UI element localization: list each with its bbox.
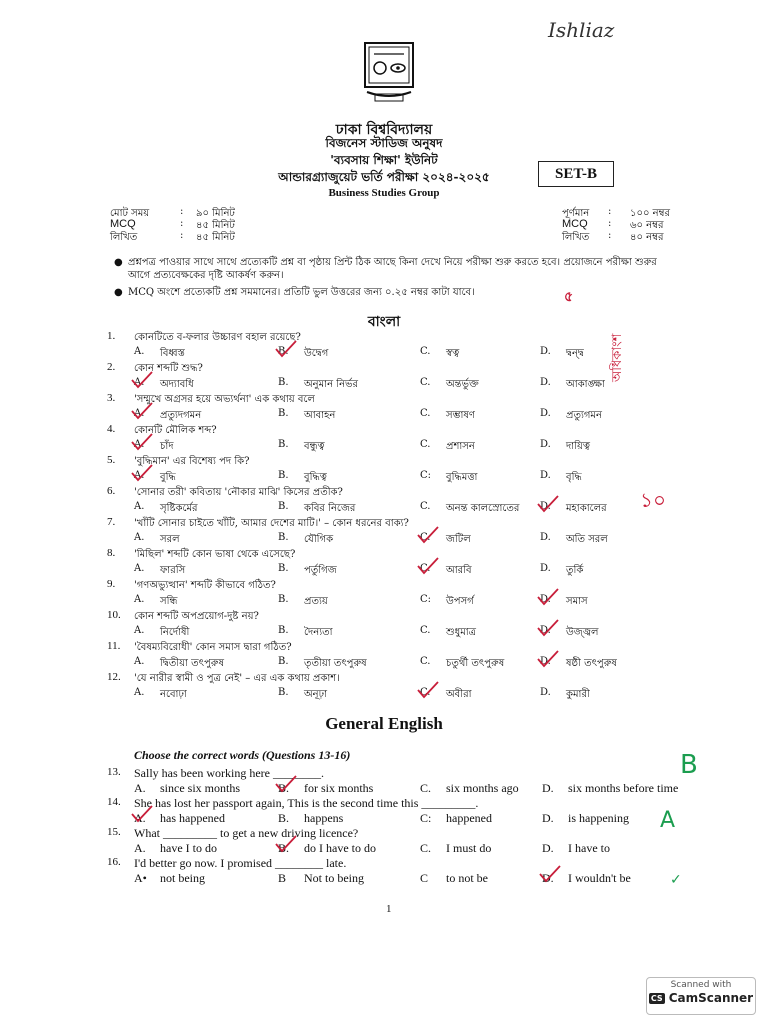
option-text: তৃতীয়া তৎপুরুষ: [304, 657, 367, 669]
question-text: 'সম্মুখে অগ্রসর হয়ে অভ্যর্থনা' এক কথায় বলে: [134, 394, 315, 405]
question-text: She has lost her passport again, This is the second time this _________.: [134, 796, 479, 810]
meta-sep: :: [608, 206, 612, 217]
meta-sep: :: [608, 230, 612, 241]
question-number: 2.: [107, 361, 116, 373]
meta-value: ৪০ নম্বর: [630, 232, 664, 243]
option-text: সমাস: [566, 595, 588, 607]
meta-row: [562, 218, 670, 230]
option-text: কুমারী: [566, 688, 590, 700]
option-letter: A.: [134, 686, 145, 698]
question-number: 14.: [107, 796, 121, 808]
meta-row: [562, 206, 670, 218]
meta-label: লিখিত: [110, 232, 138, 243]
option-letter: C.: [420, 376, 431, 388]
question-number: 1.: [107, 330, 116, 342]
question-number: 4.: [107, 423, 116, 435]
option-text: Not to being: [304, 871, 364, 885]
meta-value: ১০০ নম্বর: [630, 208, 671, 219]
question-number: 13.: [107, 766, 121, 778]
option-letter: C.: [420, 781, 432, 795]
handwritten-signature: Ishliaz: [548, 18, 615, 42]
option-letter: B.: [278, 376, 289, 388]
university-name: ঢাকা বিশ্ববিদ্যালয়: [335, 122, 433, 138]
meta-value: ৪৫ মিনিট: [196, 232, 235, 243]
question-text: কোনটি মৌলিক শব্দ?: [134, 425, 217, 436]
option-text: to not be: [446, 871, 488, 885]
option-letter: D.: [540, 531, 551, 543]
option-text: দ্বন্দ্ব: [566, 347, 584, 359]
answer-tick-icon: [274, 835, 298, 853]
option-text: বুদ্ধিত্ব: [304, 471, 327, 483]
option-text: I have to: [568, 841, 610, 855]
option-letter: A•: [134, 871, 147, 885]
option-letter: C.: [420, 500, 431, 512]
scanner-line1: Scanned with: [670, 980, 732, 990]
option-text: I must do: [446, 841, 492, 855]
option-letter: D.: [542, 781, 554, 795]
question-number: 3.: [107, 392, 116, 404]
option-letter: A.: [134, 841, 146, 855]
meta-row: [110, 230, 235, 242]
meta-row: [110, 218, 235, 230]
option-letter: C.: [420, 438, 431, 450]
meta-sep: :: [180, 218, 184, 229]
question-text: 'মিছিল' শব্দটি কোন ভাষা থেকে এসেছে?: [134, 549, 296, 560]
option-text: অন্তর্ভুক্ত: [446, 378, 479, 390]
option-letter: D.: [540, 655, 551, 667]
answer-tick-icon: [274, 340, 298, 358]
option-text: for six months: [304, 781, 374, 795]
option-text: নির্দোষী: [160, 626, 190, 638]
option-letter: B.: [278, 686, 289, 698]
option-text: has happened: [160, 811, 225, 825]
meta-label: লিখিত: [562, 232, 590, 243]
meta-sep: :: [608, 218, 612, 229]
option-letter: D.: [542, 811, 554, 825]
page-number: 1: [386, 903, 392, 915]
option-letter: D.: [540, 345, 551, 357]
option-letter: D.: [540, 469, 551, 481]
question-text: কোন শব্দটি অপপ্রয়োগ-দুষ্ট নয়?: [134, 611, 259, 622]
option-letter: D.: [542, 841, 554, 855]
option-letter: A.: [134, 469, 145, 481]
option-letter: C:: [420, 811, 432, 825]
option-text: অতি সরল: [566, 533, 608, 545]
meta-value: ৪৫ মিনিট: [196, 220, 235, 231]
option-letter: A.: [134, 531, 145, 543]
option-letter: C.: [420, 562, 431, 574]
option-text: since six months: [160, 781, 240, 795]
meta-right: [562, 206, 670, 242]
answer-tick-icon: [536, 495, 560, 513]
option-letter: C.: [420, 686, 431, 698]
option-text: is happening: [568, 811, 629, 825]
option-letter: C.: [420, 624, 431, 636]
question-text: 'খাঁটি সোনার চাইতে খাঁটি, আমার দেশের মাটি।' – কোন ধরনের বাক্য?: [134, 518, 409, 529]
faculty-name: বিজনেস স্টাডিজ অনুষদ: [325, 136, 443, 150]
option-text: প্রত্যুদগমন: [160, 409, 202, 421]
answer-tick-icon: [130, 433, 154, 451]
option-text: নবোঢ়া: [160, 688, 187, 700]
option-text: অদ্যাবধি: [160, 378, 194, 390]
option-letter: A.: [134, 500, 145, 512]
option-letter: A.: [134, 781, 146, 795]
group-name: Business Studies Group: [328, 187, 440, 199]
english-section-title: General English: [325, 714, 443, 733]
question-text: I'd better go now. I promised ________ late.: [134, 856, 347, 870]
camscanner-logo-icon: CS: [650, 993, 663, 1003]
question-number: 15.: [107, 826, 121, 838]
option-text: কবির নিজের: [304, 502, 356, 514]
green-tick-mark: ✓: [670, 872, 682, 888]
option-letter: B.: [278, 593, 289, 605]
question-text: What _________ to get a new driving licence?: [134, 826, 359, 840]
option-letter: C:: [420, 593, 432, 605]
option-text: অনূঢ়া: [304, 688, 327, 700]
answer-tick-icon: [130, 402, 154, 420]
circled-mark: ৫: [564, 289, 574, 305]
answer-tick-icon: [416, 526, 440, 544]
question-text: 'যে নারীর স্বামী ও পুত্র নেই' – এর এক কথায় প্রকাশ।: [134, 673, 340, 684]
question-number: 8.: [107, 547, 116, 559]
option-text: have I to do: [160, 841, 217, 855]
option-letter: A.: [134, 593, 145, 605]
option-letter: D.: [540, 562, 551, 574]
bullet-dot: ●: [114, 257, 123, 268]
bullet-dot: ●: [114, 287, 123, 298]
option-letter: A.: [134, 811, 146, 825]
option-text: সরল: [160, 533, 180, 545]
option-letter: B.: [278, 407, 289, 419]
instruction-text: MCQ অংশে প্রত্যেকটি প্রশ্ন সমমানের। প্রতিটি ভুল উত্তরের জন্য ০.২৫ নম্বর কাটা যাবে।: [128, 287, 475, 298]
option-text: বন্ধুত্ব: [304, 440, 325, 452]
score-note: ১০: [640, 488, 666, 512]
question-text: কোনটিতে ব-ফলার উচ্চারণ বহাল রয়েছে?: [134, 332, 301, 343]
option-text: প্রত্যুগমন: [566, 409, 602, 421]
option-letter: B.: [278, 438, 289, 450]
option-letter: B.: [278, 781, 290, 795]
option-letter: C:: [420, 469, 432, 481]
option-letter: C.: [420, 841, 432, 855]
question-text: 'সোনার তরী' কবিতায় 'নৌকার মাঝি' কিসের প্রতীক?: [134, 487, 343, 498]
university-logo-icon: [362, 40, 416, 104]
option-text: happens: [304, 811, 344, 825]
answer-tick-icon: [130, 464, 154, 482]
option-text: উদ্বেগ: [304, 347, 329, 359]
meta-sep: :: [180, 230, 184, 241]
a-note: A: [660, 808, 676, 833]
instruction-text: প্রশ্নপত্র পাওয়ার সাথে সাথে প্রত্যেকটি প্রশ্ন বা পৃষ্ঠায় প্রিন্ট ঠিক আছে কিনা দেখে নিয়ে পরীক্ষা শুরু করতে হবে। প্রয়োজনে পরীক্ষা শুরুর আগে প্রত্যবেক্ষকের দৃষ্টি আকর্ষণ করুন।: [128, 257, 657, 281]
option-text: দৈন্যতা: [304, 626, 333, 638]
option-letter: B.: [278, 655, 289, 667]
option-text: চতুর্থী তৎপুরুষ: [446, 657, 505, 669]
question-text: Sally has been working here ________.: [134, 766, 324, 780]
option-letter: D.: [540, 686, 551, 698]
option-text: do I have to do: [304, 841, 376, 855]
option-text: উজ্জ্বল: [566, 626, 599, 638]
question-number: 12.: [107, 671, 121, 683]
option-letter: A.: [134, 438, 145, 450]
answer-tick-icon: [536, 619, 560, 637]
question-number: 6.: [107, 485, 116, 497]
meta-row: [110, 206, 235, 218]
option-text: প্রশাসন: [446, 440, 475, 452]
question-number: 5.: [107, 454, 116, 466]
option-letter: B.: [278, 811, 290, 825]
option-text: আকাঙ্ক্ষা: [566, 378, 605, 390]
option-text: স্বত্ব: [446, 347, 460, 359]
option-letter: A.: [134, 376, 145, 388]
answer-tick-icon: [130, 805, 154, 823]
option-letter: D.: [540, 624, 551, 636]
option-letter: C: [420, 871, 429, 885]
option-text: সম্ভাষণ: [446, 409, 475, 421]
english-instruction: Choose the correct words (Questions 13-16): [134, 748, 351, 762]
side-note: অধিকাংশ: [610, 333, 625, 382]
option-text: six months ago: [446, 781, 519, 795]
option-text: অবীরা: [446, 688, 472, 700]
option-letter: D.: [540, 376, 551, 388]
option-text: সৃষ্টিকর্মের: [160, 502, 198, 514]
option-text: দ্বিতীয়া তৎপুরুষ: [160, 657, 224, 669]
option-letter: A.: [134, 624, 145, 636]
option-text: প্রত্যয়: [304, 595, 328, 607]
question-text: 'বৈষম্যবিরোধী' কোন সমাস দ্বারা গঠিত?: [134, 642, 292, 653]
option-text: সন্ধি: [160, 595, 178, 607]
answer-tick-icon: [416, 681, 440, 699]
question-number: 10.: [107, 609, 121, 621]
option-text: ষষ্ঠী তৎপুরুষ: [566, 657, 617, 669]
option-letter: D.: [540, 500, 551, 512]
option-text: I wouldn't be: [568, 871, 631, 885]
bangla-section-title: বাংলা: [367, 314, 401, 330]
option-letter: A.: [134, 407, 145, 419]
option-letter: B.: [278, 841, 290, 855]
option-text: জটিল: [446, 533, 471, 545]
answer-tick-icon: [416, 557, 440, 575]
meta-label: MCQ: [562, 218, 588, 230]
option-text: বুদ্ধিমত্তা: [446, 471, 478, 483]
option-letter: B.: [278, 345, 289, 357]
option-text: দায়িত্ব: [566, 440, 591, 452]
meta-value: ৬০ নম্বর: [630, 220, 664, 231]
exam-title: আন্ডারগ্র্যাজুয়েট ভর্তি পরীক্ষা ২০২৪-২০২৫: [278, 170, 490, 184]
meta-left: [110, 206, 235, 242]
answer-tick-icon: [274, 775, 298, 793]
option-text: অনুমান নির্ভর: [304, 378, 359, 390]
option-text: আরবি: [446, 564, 472, 576]
option-text: not being: [160, 871, 205, 885]
option-text: শুধুমাত্র: [446, 626, 477, 638]
question-number: 9.: [107, 578, 116, 590]
b-note: B: [680, 750, 698, 780]
option-text: অনন্ত কালস্রোতের: [446, 502, 520, 514]
meta-label: মোট সময়: [110, 208, 150, 219]
option-text: তুর্কি: [566, 564, 584, 576]
scanner-brand: CamScanner: [668, 991, 754, 1005]
option-text: উপসর্গ: [446, 595, 474, 607]
set-box: SET-B: [538, 161, 614, 187]
meta-value: ৯০ মিনিট: [196, 208, 235, 219]
question-number: 16.: [107, 856, 121, 868]
meta-label: পূর্ণমান: [562, 208, 590, 219]
option-text: six months before time: [568, 781, 679, 795]
meta-row: [562, 230, 670, 242]
option-letter: C.: [420, 345, 431, 357]
question-text: কোন শব্দটি শুদ্ধ?: [134, 363, 203, 374]
option-letter: C.: [420, 655, 431, 667]
answer-tick-icon: [536, 588, 560, 606]
question-number: 11.: [107, 640, 121, 652]
instruction-2: [114, 286, 658, 299]
option-letter: A.: [134, 562, 145, 574]
question-text: 'বুদ্ধিমান' এর বিশেষ্য পদ কি?: [134, 456, 250, 467]
option-text: বিধ্বস্ত: [160, 347, 185, 359]
option-letter: B.: [278, 469, 289, 481]
option-text: পর্তুগিজ: [304, 564, 337, 576]
option-letter: C.: [420, 407, 431, 419]
option-text: আবাহন: [304, 409, 336, 421]
scanner-brand-row: [647, 991, 755, 1005]
option-letter: D.: [542, 871, 554, 885]
question-text: 'গণঅভ্যুত্থান' শব্দটি কীভাবে গঠিত?: [134, 580, 276, 591]
option-text: যৌগিক: [304, 533, 334, 545]
option-text: happened: [446, 811, 492, 825]
option-letter: D.: [540, 438, 551, 450]
option-text: ফারসি: [160, 564, 186, 576]
option-letter: A.: [134, 655, 145, 667]
option-text: বুদ্ধি: [160, 471, 176, 483]
option-letter: D.: [540, 407, 551, 419]
option-text: চাঁদ: [160, 440, 174, 452]
option-letter: B.: [278, 531, 289, 543]
question-number: 7.: [107, 516, 116, 528]
unit-name: 'ব্যবসায় শিক্ষা' ইউনিট: [330, 153, 438, 167]
meta-label: MCQ: [110, 218, 136, 230]
option-letter: D.: [540, 593, 551, 605]
meta-sep: :: [180, 206, 184, 217]
answer-tick-icon: [538, 865, 562, 883]
option-letter: A.: [134, 345, 145, 357]
option-letter: B: [278, 871, 287, 885]
option-text: বৃদ্ধি: [566, 471, 582, 483]
answer-tick-icon: [536, 650, 560, 668]
answer-tick-icon: [130, 371, 154, 389]
option-letter: C.: [420, 531, 431, 543]
option-letter: B.: [278, 562, 289, 574]
camscanner-badge: [646, 977, 756, 1015]
option-letter: B.: [278, 500, 289, 512]
instruction-1: [114, 256, 658, 282]
option-text: মহাকালের: [566, 502, 607, 514]
option-letter: B.: [278, 624, 289, 636]
